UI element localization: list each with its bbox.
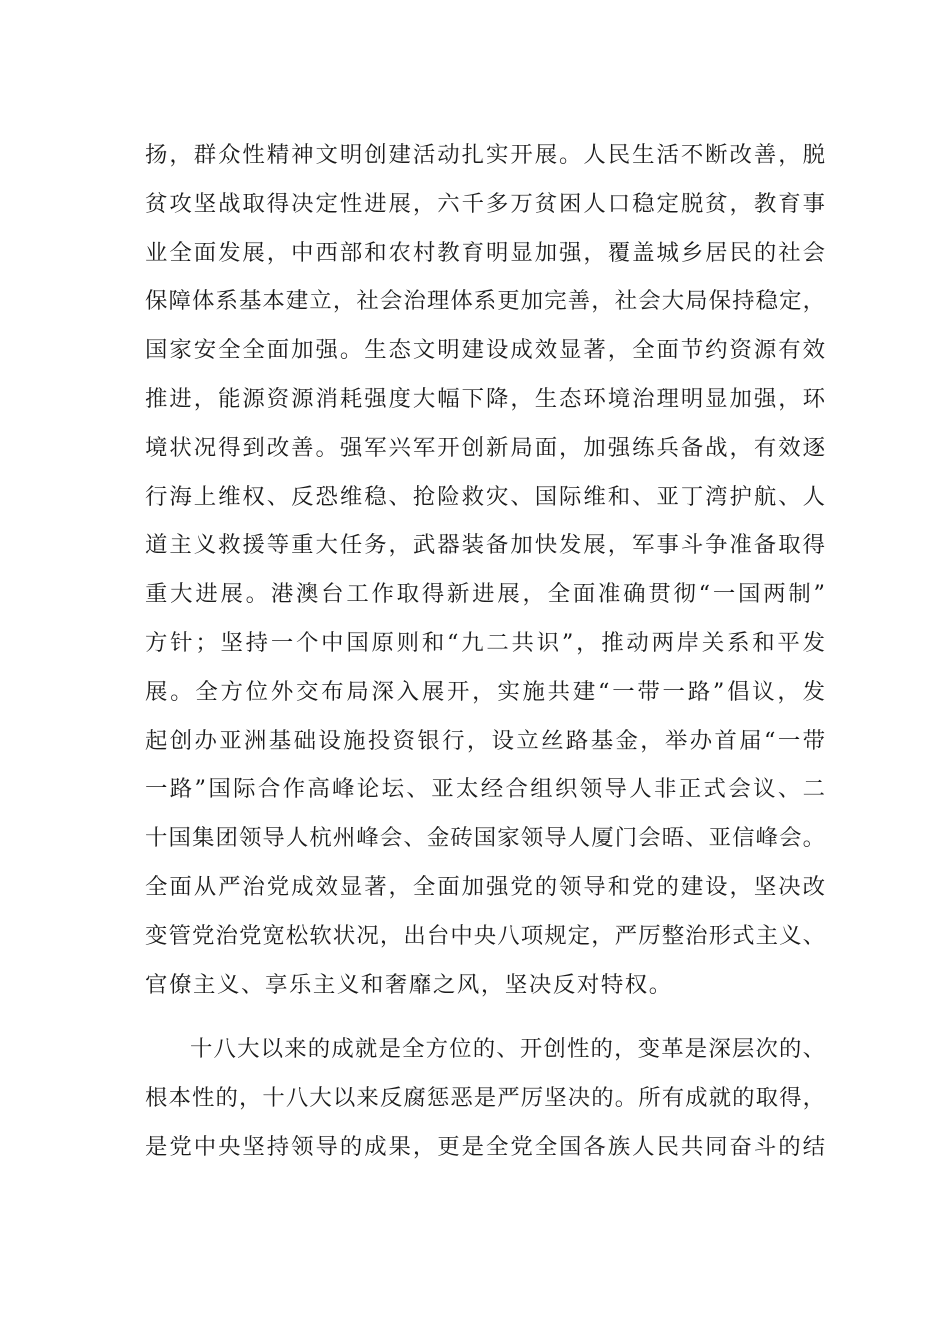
text-line-first-indented: 十八大以来的成就是全方位的、开创性的，变革是深层次的、 xyxy=(190,1036,825,1062)
text-line: 扬，群众性精神文明创建活动扎实开展。人民生活不断改善，脱 xyxy=(145,142,825,168)
text-line: 十国集团领导人杭州峰会、金砖国家领导人厦门会晤、亚信峰会。 xyxy=(145,825,825,852)
text-line: 推进，能源资源消耗强度大幅下降，生态环境治理明显加强，环 xyxy=(145,385,825,412)
paragraph-summary xyxy=(145,1025,825,1171)
text-line: 保障体系基本建立，社会治理体系更加完善，社会大局保持稳定， xyxy=(145,288,825,315)
text-line: 贫攻坚战取得决定性进展，六千多万贫困人口稳定脱贫，教育事 xyxy=(145,190,825,217)
text-line: 行海上维权、反恐维稳、抢险救灾、国际维和、亚丁湾护航、人 xyxy=(145,483,825,510)
text-line: 重大进展。港澳台工作取得新进展，全面准确贯彻“一国两制” xyxy=(145,581,825,608)
text-line-last: 官僚主义、享乐主义和奢靡之风，坚决反对特权。 xyxy=(145,971,673,998)
text-line: 变管党治党宽松软状况，出台中央八项规定，严厉整治形式主义、 xyxy=(145,922,825,949)
text-line: 全面从严治党成效显著，全面加强党的领导和党的建设，坚决改 xyxy=(145,873,825,900)
text-line: 国家安全全面加强。生态文明建设成效显著，全面节约资源有效 xyxy=(145,337,825,364)
text-line: 业全面发展，中西部和农村教育明显加强，覆盖城乡居民的社会 xyxy=(145,239,825,266)
text-line: 境状况得到改善。强军兴军开创新局面，加强练兵备战，有效逐 xyxy=(145,434,825,461)
paragraph-achievements-list xyxy=(145,131,825,1009)
text-line: 方针；坚持一个中国原则和“九二共识”，推动两岸关系和平发 xyxy=(145,629,825,656)
text-line: 道主义救援等重大任务，武器装备加快发展，军事斗争准备取得 xyxy=(145,532,825,559)
text-line: 起创办亚洲基础设施投资银行，设立丝路基金，举办首届“一带 xyxy=(145,727,825,754)
text-line: 根本性的，十八大以来反腐惩恶是严厉坚决的。所有成就的取得， xyxy=(145,1084,825,1111)
text-line: 展。全方位外交布局深入展开，实施共建“一带一路”倡议，发 xyxy=(145,678,825,705)
text-line: 一路”国际合作高峰论坛、亚太经合组织领导人非正式会议、二 xyxy=(145,776,825,803)
text-line: 是党中央坚持领导的成果，更是全党全国各族人民共同奋斗的结 xyxy=(145,1133,825,1160)
